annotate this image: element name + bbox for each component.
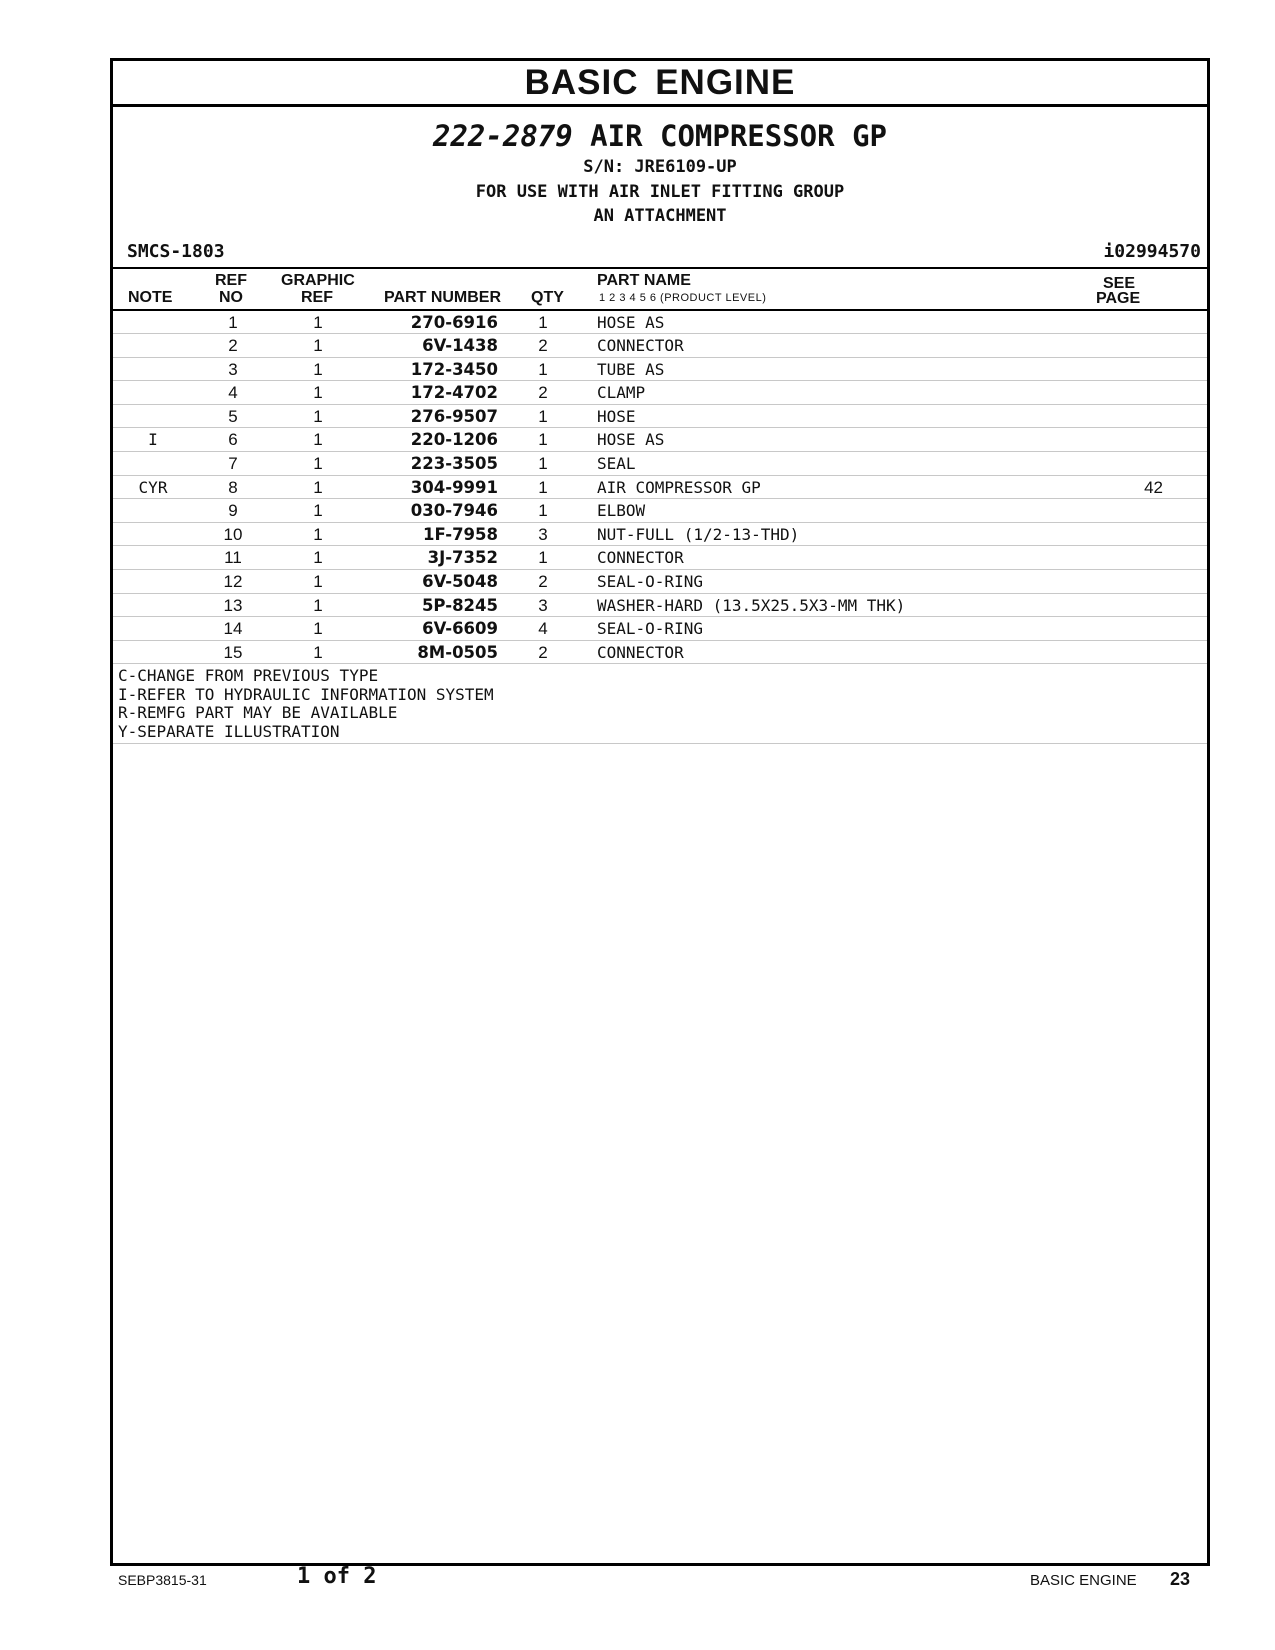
row-graphic-ref: 1 bbox=[313, 619, 323, 639]
row-qty: 1 bbox=[538, 430, 548, 450]
col-note: NOTE bbox=[128, 288, 173, 306]
table-row bbox=[113, 405, 1207, 429]
row-part-name: WASHER-HARD (13.5X25.5X3-MM THK) bbox=[597, 595, 906, 615]
row-part-name: SEAL bbox=[597, 454, 636, 474]
col-graphic-ref-line1: GRAPHIC bbox=[281, 271, 355, 289]
row-part-number: 270-6916 bbox=[410, 312, 498, 332]
row-ref-no: 7 bbox=[228, 454, 238, 474]
smcs-row bbox=[113, 237, 1207, 267]
serial-number: S/N: JRE6109-UP bbox=[583, 157, 737, 177]
row-ref-no: 12 bbox=[223, 572, 243, 592]
row-part-name: HOSE bbox=[597, 406, 636, 426]
row-part-name: CLAMP bbox=[597, 383, 646, 403]
row-part-number: 030-7946 bbox=[410, 501, 498, 521]
col-ref-no-line1: REF bbox=[215, 271, 247, 289]
row-part-name: TUBE AS bbox=[597, 359, 665, 379]
row-graphic-ref: 1 bbox=[313, 501, 323, 521]
smcs-code: SMCS-1803 bbox=[127, 240, 225, 262]
table-row bbox=[113, 523, 1207, 547]
row-part-number: 3J-7352 bbox=[427, 548, 498, 568]
row-part-number: 6V-5048 bbox=[422, 572, 498, 592]
row-part-name: CONNECTOR bbox=[597, 336, 684, 356]
row-ref-no: 13 bbox=[223, 595, 243, 615]
group-name: AIR COMPRESSOR GP bbox=[590, 119, 887, 153]
row-ref-no: 14 bbox=[223, 619, 243, 639]
row-note: I bbox=[148, 430, 158, 450]
row-graphic-ref: 1 bbox=[313, 595, 323, 615]
row-ref-no: 5 bbox=[228, 406, 238, 426]
row-qty: 1 bbox=[538, 312, 548, 332]
row-ref-no: 10 bbox=[223, 524, 243, 544]
row-part-number: 276-9507 bbox=[410, 406, 498, 426]
group-part-number: 222-2879 bbox=[433, 119, 573, 153]
row-qty: 1 bbox=[538, 477, 548, 497]
table-row bbox=[113, 594, 1207, 618]
row-qty: 1 bbox=[538, 548, 548, 568]
row-graphic-ref: 1 bbox=[313, 406, 323, 426]
page-footer bbox=[0, 1560, 1275, 1590]
row-part-name: NUT-FULL (1/2-13-THD) bbox=[597, 524, 800, 544]
row-ref-no: 11 bbox=[224, 548, 242, 568]
row-graphic-ref: 1 bbox=[313, 312, 323, 332]
row-part-number: 8M-0505 bbox=[417, 642, 498, 662]
table-row bbox=[113, 428, 1207, 452]
notes-legend bbox=[113, 664, 1207, 744]
row-ref-no: 3 bbox=[228, 359, 238, 379]
legend-line: R-REMFG PART MAY BE AVAILABLE bbox=[118, 703, 398, 723]
row-ref-no: 6 bbox=[228, 430, 238, 450]
legend-line: I-REFER TO HYDRAULIC INFORMATION SYSTEM bbox=[118, 684, 494, 704]
row-graphic-ref: 1 bbox=[313, 548, 323, 568]
footer-section: BASIC ENGINE bbox=[1030, 1572, 1137, 1589]
group-title bbox=[113, 117, 1207, 155]
row-see-page: 42 bbox=[1144, 477, 1163, 497]
row-qty: 1 bbox=[538, 406, 548, 426]
use-with-note: FOR USE WITH AIR INLET FITTING GROUP bbox=[475, 181, 845, 202]
col-part-number: PART NUMBER bbox=[384, 288, 502, 306]
table-row bbox=[113, 546, 1207, 570]
table-row bbox=[113, 381, 1207, 405]
row-part-name: CONNECTOR bbox=[597, 548, 684, 568]
row-qty: 3 bbox=[538, 595, 548, 615]
row-note: CYR bbox=[138, 477, 168, 497]
row-graphic-ref: 1 bbox=[313, 359, 323, 379]
col-product-levels: 1 2 3 4 5 6 (PRODUCT LEVEL) bbox=[599, 291, 767, 304]
footer-doc-number: SEBP3815-31 bbox=[118, 1572, 207, 1588]
table-row bbox=[113, 452, 1207, 476]
row-graphic-ref: 1 bbox=[313, 572, 323, 592]
table-row bbox=[113, 334, 1207, 358]
row-ref-no: 15 bbox=[223, 642, 243, 662]
row-part-number: 5P-8245 bbox=[421, 595, 498, 615]
legend-line: Y-SEPARATE ILLUSTRATION bbox=[118, 721, 340, 741]
table-row bbox=[113, 641, 1207, 665]
section-banner: BASIC ENGINE bbox=[113, 61, 1207, 107]
table-header bbox=[113, 267, 1207, 311]
row-part-name: SEAL-O-RING bbox=[597, 619, 703, 639]
legend-line: C-CHANGE FROM PREVIOUS TYPE bbox=[118, 666, 379, 686]
group-heading bbox=[113, 117, 1207, 229]
col-part-name: PART NAME bbox=[597, 271, 691, 289]
row-qty: 2 bbox=[538, 572, 548, 592]
row-part-number: 6V-6609 bbox=[422, 619, 498, 639]
row-part-number: 172-3450 bbox=[410, 359, 498, 379]
row-qty: 1 bbox=[538, 454, 548, 474]
row-qty: 1 bbox=[538, 501, 548, 521]
row-part-number: 304-9991 bbox=[410, 477, 498, 497]
row-ref-no: 2 bbox=[228, 336, 238, 356]
row-part-name: ELBOW bbox=[597, 501, 646, 521]
table-row bbox=[113, 311, 1207, 335]
document-id: i02994570 bbox=[1103, 240, 1201, 262]
col-ref-no-line2: NO bbox=[219, 288, 243, 306]
row-graphic-ref: 1 bbox=[313, 642, 323, 662]
row-part-number: 172-4702 bbox=[410, 383, 498, 403]
row-part-name: CONNECTOR bbox=[597, 642, 684, 662]
row-qty: 2 bbox=[538, 336, 548, 356]
row-ref-no: 1 bbox=[228, 312, 238, 332]
row-part-name: HOSE AS bbox=[597, 430, 665, 450]
row-part-number: 1F-7958 bbox=[422, 524, 498, 544]
row-graphic-ref: 1 bbox=[313, 430, 323, 450]
row-qty: 2 bbox=[538, 383, 548, 403]
row-part-name: AIR COMPRESSOR GP bbox=[597, 477, 761, 497]
col-qty: QTY bbox=[531, 288, 564, 306]
table-row bbox=[113, 499, 1207, 523]
row-graphic-ref: 1 bbox=[313, 383, 323, 403]
col-see-page-line1: SEE bbox=[1103, 274, 1136, 292]
row-part-name: SEAL-O-RING bbox=[597, 572, 703, 592]
attachment-note: AN ATTACHMENT bbox=[593, 206, 727, 226]
table-row bbox=[113, 476, 1207, 500]
row-graphic-ref: 1 bbox=[313, 477, 323, 497]
row-qty: 1 bbox=[538, 359, 548, 379]
row-part-number: 6V-1438 bbox=[422, 336, 498, 356]
col-graphic-ref-line2: REF bbox=[301, 288, 333, 306]
col-see-page-line2: PAGE bbox=[1096, 289, 1141, 307]
row-qty: 4 bbox=[538, 619, 548, 639]
row-part-number: 223-3505 bbox=[410, 454, 498, 474]
row-graphic-ref: 1 bbox=[313, 524, 323, 544]
footer-page-of: 1 of 2 bbox=[297, 1564, 377, 1589]
row-ref-no: 4 bbox=[228, 383, 238, 403]
row-part-name: HOSE AS bbox=[597, 312, 665, 332]
table-row bbox=[113, 570, 1207, 594]
row-graphic-ref: 1 bbox=[313, 336, 323, 356]
row-part-number: 220-1206 bbox=[410, 430, 498, 450]
table-row bbox=[113, 617, 1207, 641]
page-frame bbox=[110, 58, 1210, 1566]
row-ref-no: 8 bbox=[228, 477, 238, 497]
row-qty: 3 bbox=[538, 524, 548, 544]
parts-table-body bbox=[113, 311, 1207, 665]
table-row bbox=[113, 358, 1207, 382]
row-graphic-ref: 1 bbox=[313, 454, 323, 474]
row-ref-no: 9 bbox=[228, 501, 238, 521]
row-qty: 2 bbox=[538, 642, 548, 662]
footer-page-number: 23 bbox=[1170, 1569, 1191, 1589]
